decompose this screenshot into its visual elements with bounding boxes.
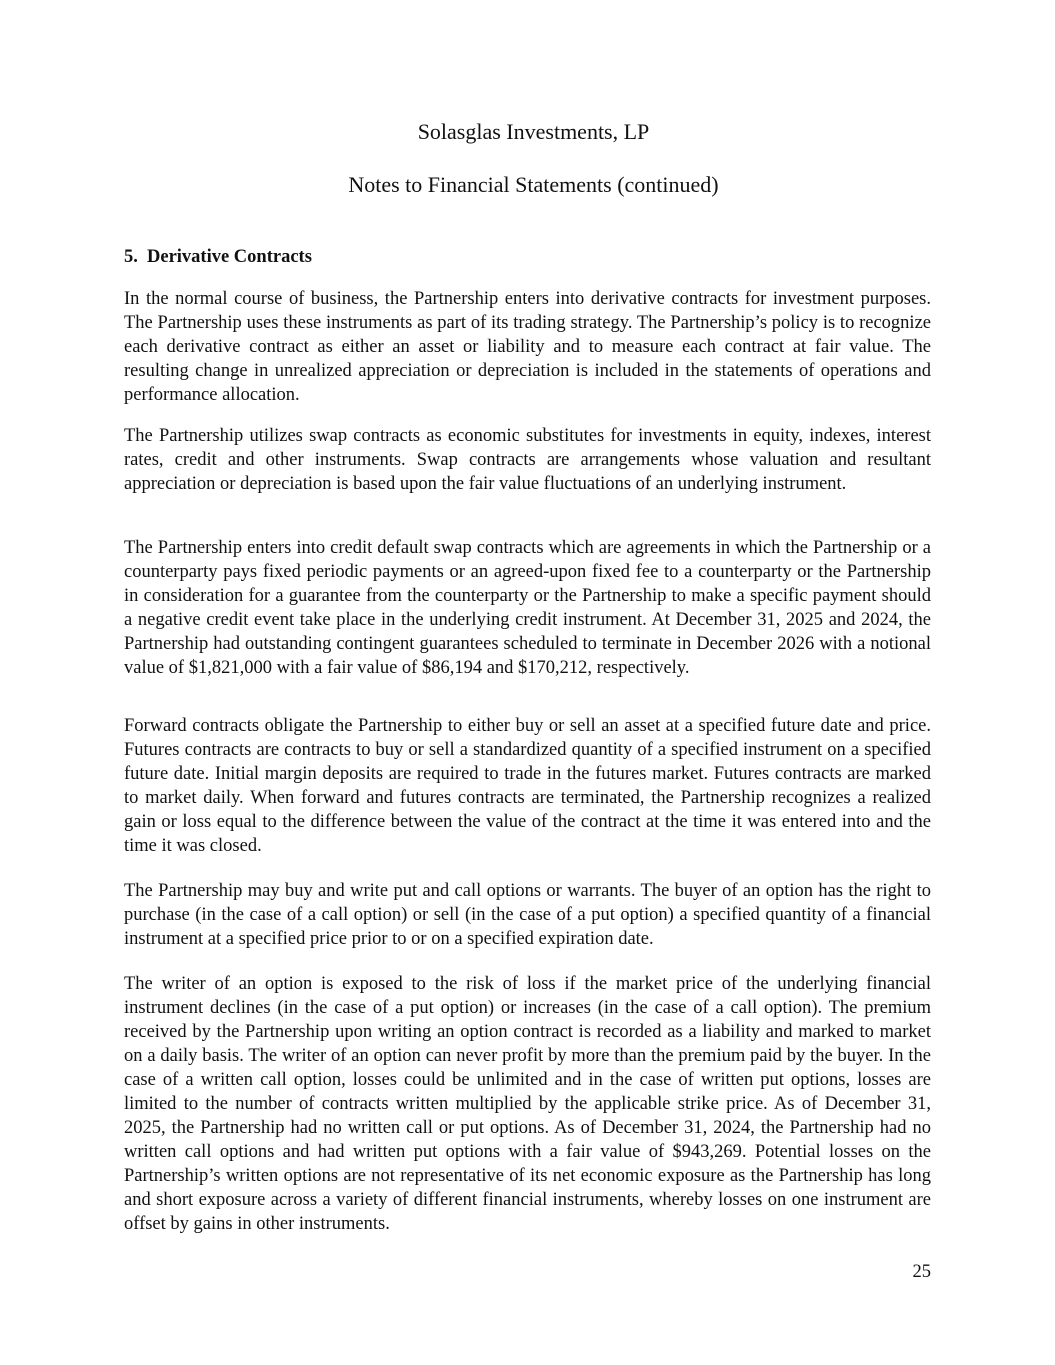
section-heading bbox=[124, 245, 312, 269]
section-number: 5. bbox=[124, 247, 138, 267]
section-title: Derivative Contracts bbox=[147, 247, 312, 267]
paragraph-derivatives-overview: In the normal course of business, the Partnership enters into derivative contracts for investment purposes. The Partnership uses these instruments as part of its trading strategy. The Partnership’s policy is to recognize each derivative contract as either an asset or liability and to measure each contract at fair value. The resulting change in unrealized appreciation or depreciation is included in the statements of operations and performance allocation. bbox=[124, 289, 931, 405]
paragraph-written-options: The writer of an option is exposed to the risk of loss if the market price of the underlying financial instrument declines (in the case of a put option) or increases (in the case of a call option). The premium received by the Partnership upon writing an option contract is recorded as a liability and marked to market on a daily basis. The writer of an option can never profit by more than the premium paid by the buyer. In the case of a written call option, losses could be unlimited and in the case of written put options, losses are limited to the number of contracts written multiplied by the applicable strike price. As of December 31, 2025, the Partnership had no written call or put options. As of December 31, 2024, the Partnership had no written call options and had written put options with a fair value of $943,269. Potential losses on the Partnership’s written options are not representative of its net economic exposure as the Partnership has long and short exposure across a variety of different financial instruments, whereby losses on one instrument are offset by gains in other instruments. bbox=[124, 974, 931, 1234]
paragraph-forwards-futures: Forward contracts obligate the Partnership to either buy or sell an asset at a specified future date and price. Futures contracts are contracts to buy or sell a standardized quantity of a specified instrument on a specified future date. Initial margin deposits are required to trade in the futures market. Futures contracts are marked to market daily. When forward and futures contracts are terminated, the Partnership recognizes a realized gain or loss equal to the difference between the value of the contract at the time it was entered into and the time it was closed. bbox=[124, 716, 931, 856]
page-number: 25 bbox=[912, 1262, 931, 1282]
paragraph-swap-contracts: The Partnership utilizes swap contracts as economic substitutes for investments in equity, indexes, interest rates, credit and other instruments. Swap contracts are arrangements whose valuation and resultant appreciation or depreciation is based upon the fair value fluctuations of an underlying instrument. bbox=[124, 426, 931, 494]
company-name: Solasglas Investments, LP bbox=[417, 119, 650, 144]
page-subtitle: Notes to Financial Statements (continued) bbox=[348, 172, 719, 197]
paragraph-credit-default-swaps: The Partnership enters into credit default swap contracts which are agreements in which the Partnership or a counterparty pays fixed periodic payments or an agreed-upon fixed fee to a counterparty or the Partnership in consideration for a guarantee from the counterparty or the Partnership to make a specific payment should a negative credit event take place in the underlying credit instrument. At December 31, 2025 and 2024, the Partnership had outstanding contingent guarantees scheduled to terminate in December 2026 with a notional value of $1,821,000 with a fair value of $86,194 and $170,212, respectively. bbox=[124, 538, 931, 678]
paragraph-options-warrants: The Partnership may buy and write put and call options or warrants. The buyer of an option has the right to purchase (in the case of a call option) or sell (in the case of a put option) a specified quantity of a financial instrument at a specified price prior to or on a specified expiration date. bbox=[124, 881, 931, 949]
